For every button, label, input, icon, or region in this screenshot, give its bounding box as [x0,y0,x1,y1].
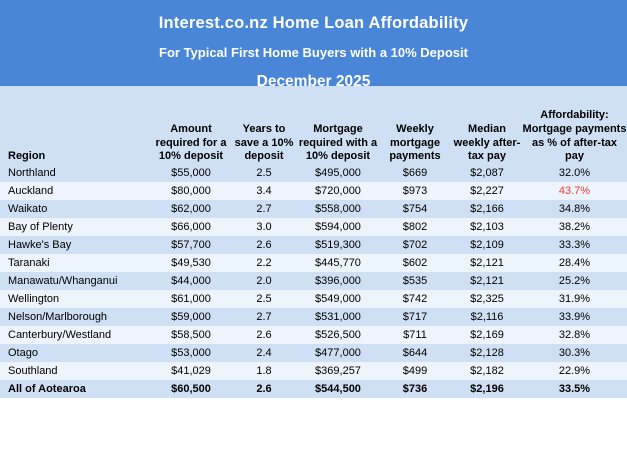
cell-years: 2.5 [230,290,298,308]
column-header-region: Region [0,86,152,164]
column-header-deposit: Amount required for a 10% deposit [152,86,230,164]
cell-mortgage: $549,000 [298,290,378,308]
cell-mortgage: $445,770 [298,254,378,272]
cell-region: Taranaki [0,254,152,272]
period-label: December 2025 [256,73,371,90]
page-subtitle: For Typical First Home Buyers with a 10% Deposit [159,45,468,60]
cell-years: 2.4 [230,344,298,362]
cell-mortgage: $477,000 [298,344,378,362]
table-body [0,164,627,398]
column-header-weekly-payment: Weekly mortgage payments [378,86,452,164]
cell-affordability: 22.9% [522,362,627,380]
cell-weekly_payment: $499 [378,362,452,380]
column-header-mortgage: Mortgage required with a 10% deposit [298,86,378,164]
table-row [0,362,627,380]
cell-weekly_payment: $742 [378,290,452,308]
cell-deposit: $58,500 [152,326,230,344]
table-row [0,272,627,290]
column-header-weekly-pay: Median weekly after-tax pay [452,86,522,164]
cell-mortgage: $544,500 [298,380,378,398]
cell-weekly_payment: $602 [378,254,452,272]
cell-mortgage: $526,500 [298,326,378,344]
cell-weekly_pay: $2,103 [452,218,522,236]
cell-weekly_pay: $2,325 [452,290,522,308]
cell-weekly_payment: $702 [378,236,452,254]
cell-deposit: $57,700 [152,236,230,254]
table-row [0,254,627,272]
cell-years: 2.6 [230,380,298,398]
cell-weekly_pay: $2,116 [452,308,522,326]
cell-mortgage: $720,000 [298,182,378,200]
cell-region: Manawatu/Whanganui [0,272,152,290]
page-title: Interest.co.nz Home Loan Affordability [158,14,469,32]
cell-deposit: $44,000 [152,272,230,290]
cell-affordability: 34.8% [522,200,627,218]
cell-deposit: $59,000 [152,308,230,326]
cell-affordability: 30.3% [522,344,627,362]
cell-affordability: 31.9% [522,290,627,308]
cell-affordability: 25.2% [522,272,627,290]
cell-weekly_pay: $2,166 [452,200,522,218]
cell-years: 2.7 [230,308,298,326]
cell-region: Nelson/Marlborough [0,308,152,326]
cell-affordability: 33.5% [522,380,627,398]
cell-region: Southland [0,362,152,380]
cell-region: Bay of Plenty [0,218,152,236]
cell-affordability: 38.2% [522,218,627,236]
cell-years: 3.4 [230,182,298,200]
cell-weekly_pay: $2,196 [452,380,522,398]
title-band [0,0,627,90]
cell-mortgage: $396,000 [298,272,378,290]
cell-years: 1.8 [230,362,298,380]
cell-weekly_payment: $644 [378,344,452,362]
cell-deposit: $55,000 [152,164,230,182]
cell-weekly_payment: $973 [378,182,452,200]
cell-region: Hawke's Bay [0,236,152,254]
cell-years: 2.7 [230,200,298,218]
cell-deposit: $49,530 [152,254,230,272]
cell-affordability: 43.7% [522,182,627,200]
cell-deposit: $62,000 [152,200,230,218]
cell-deposit: $60,500 [152,380,230,398]
cell-years: 2.2 [230,254,298,272]
table-row [0,200,627,218]
cell-years: 2.6 [230,326,298,344]
cell-weekly_pay: $2,169 [452,326,522,344]
cell-deposit: $61,000 [152,290,230,308]
cell-mortgage: $531,000 [298,308,378,326]
cell-region: Canterbury/Westland [0,326,152,344]
cell-weekly_pay: $2,109 [452,236,522,254]
table-row [0,344,627,362]
cell-affordability: 33.3% [522,236,627,254]
cell-years: 2.0 [230,272,298,290]
cell-region: All of Aotearoa [0,380,152,398]
cell-weekly_pay: $2,227 [452,182,522,200]
cell-weekly_pay: $2,128 [452,344,522,362]
cell-weekly_payment: $736 [378,380,452,398]
cell-deposit: $41,029 [152,362,230,380]
cell-weekly_pay: $2,121 [452,254,522,272]
cell-mortgage: $519,300 [298,236,378,254]
cell-deposit: $80,000 [152,182,230,200]
table-row [0,290,627,308]
cell-region: Auckland [0,182,152,200]
cell-affordability: 32.0% [522,164,627,182]
cell-years: 3.0 [230,218,298,236]
cell-region: Otago [0,344,152,362]
table-row [0,164,627,182]
cell-region: Waikato [0,200,152,218]
table-row [0,182,627,200]
cell-mortgage: $594,000 [298,218,378,236]
cell-deposit: $66,000 [152,218,230,236]
cell-weekly_pay: $2,121 [452,272,522,290]
table-row [0,326,627,344]
cell-weekly_payment: $711 [378,326,452,344]
cell-region: Northland [0,164,152,182]
cell-deposit: $53,000 [152,344,230,362]
cell-mortgage: $558,000 [298,200,378,218]
table-row [0,308,627,326]
cell-mortgage: $369,257 [298,362,378,380]
table-row [0,236,627,254]
cell-weekly_payment: $754 [378,200,452,218]
cell-mortgage: $495,000 [298,164,378,182]
affordability-table [0,86,627,398]
cell-weekly_payment: $535 [378,272,452,290]
cell-affordability: 28.4% [522,254,627,272]
cell-affordability: 32.8% [522,326,627,344]
cell-weekly_pay: $2,182 [452,362,522,380]
cell-years: 2.6 [230,236,298,254]
cell-weekly_payment: $717 [378,308,452,326]
table-row [0,218,627,236]
cell-weekly_payment: $802 [378,218,452,236]
table-row [0,380,627,398]
cell-years: 2.5 [230,164,298,182]
cell-weekly_payment: $669 [378,164,452,182]
table-header [0,86,627,164]
cell-weekly_pay: $2,087 [452,164,522,182]
cell-region: Wellington [0,290,152,308]
table-header-row [0,86,627,164]
column-header-affordability: Affordability: Mortgage payments as % of after-tax pay [522,86,627,164]
column-header-years: Years to save a 10% deposit [230,86,298,164]
cell-affordability: 33.9% [522,308,627,326]
